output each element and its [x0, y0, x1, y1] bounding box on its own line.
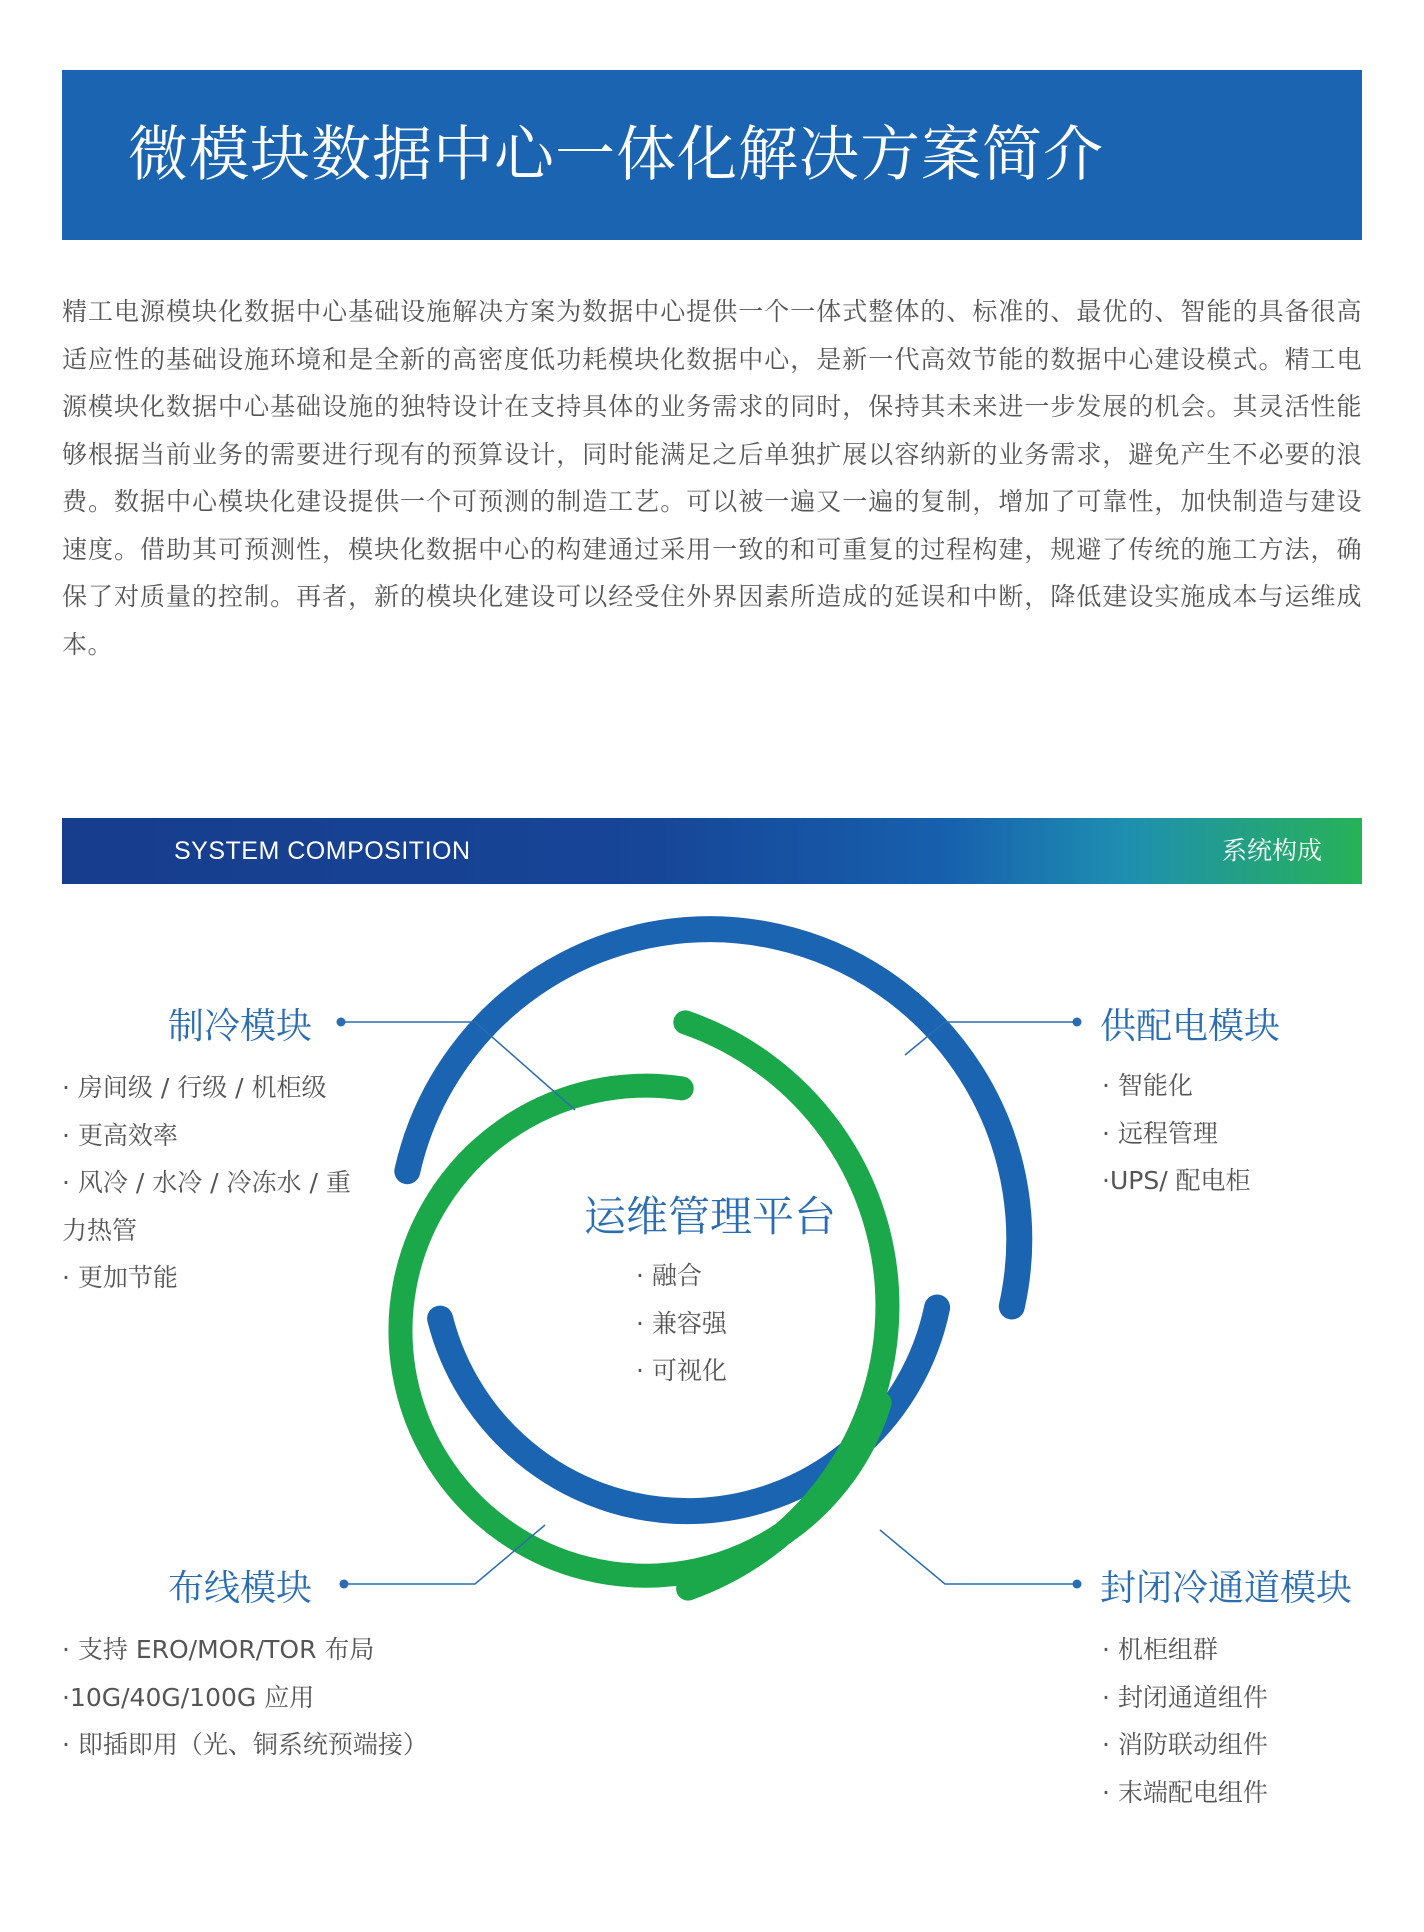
aisle-connector-dot: [1073, 1580, 1082, 1589]
list-item: 力热管: [62, 1215, 138, 1245]
title-banner: [62, 70, 1362, 240]
page-title: 微模块数据中心一体化解决方案简介: [128, 120, 1104, 190]
list-item: · 兼容强: [636, 1308, 727, 1338]
list-item: · 更高效率: [62, 1120, 178, 1150]
list-item: · 房间级 / 行级 / 机柜级: [62, 1073, 327, 1102]
list-item: · 智能化: [1102, 1071, 1193, 1100]
list-item: · 封闭通道组件: [1102, 1682, 1268, 1712]
list-item: ·10G/40G/100G 应用: [62, 1682, 315, 1712]
cabling-module-list: [62, 1626, 428, 1769]
center-platform-title: 运维管理平台: [583, 1192, 836, 1241]
cabling-module-title: 布线模块: [168, 1568, 313, 1609]
section-header: [62, 818, 1362, 884]
cooling-module-list: [62, 1064, 351, 1302]
outer-ring-arc-top: [407, 929, 1019, 1306]
power-module-title: 供配电模块: [1100, 1006, 1281, 1047]
list-item: · 融合: [636, 1261, 702, 1290]
section-title-en: SYSTEM COMPOSITION: [174, 837, 471, 865]
list-item: · 机柜组群: [1102, 1635, 1218, 1664]
list-item: · 支持 ERO/MOR/TOR 布局: [62, 1635, 375, 1664]
power-module-list: [1102, 1062, 1251, 1205]
list-item: · 更加节能: [62, 1263, 178, 1292]
aisle-module-title: 封闭冷通道模块: [1100, 1568, 1353, 1609]
power-connector-dot: [1073, 1018, 1082, 1027]
aisle-connector: [880, 1530, 1077, 1584]
aisle-module-list: [1102, 1626, 1268, 1816]
cooling-module-title: 制冷模块: [168, 1006, 313, 1047]
list-item: · 风冷 / 水冷 / 冷冻水 / 重: [62, 1168, 351, 1197]
center-platform-list: [636, 1252, 727, 1395]
list-item: · 消防联动组件: [1102, 1730, 1268, 1759]
list-item: · 末端配电组件: [1102, 1777, 1268, 1807]
cabling-connector-dot: [340, 1580, 349, 1589]
intro-paragraph: 精工电源模块化数据中心基础设施解决方案为数据中心提供一个一体式整体的、标准的、最优的、智能的具备很高适应性的基础设施环境和是全新的高密度低功耗模块化数据中心，是新一代高效节能的数据中心建设模式。精工电源模块化数据中心基础设施的独特设计在支持具体的业务需求的同时，保持其未来进一步发展的机会。其灵活性能够根据当前业务的需要进行现有的预算设计，同时能满足之后单独扩展以容纳新的业务需求，避免产生不必要的浪费。数据中心模块化建设提供一个可预测的制造工艺。可以被一遍又一遍的复制，增加了可靠性，加快制造与建设速度。借助其可预测性，模块化数据中心的构建通过采用一致的和可重复的过程构建，规避了传统的施工方法，确保了对质量的控制。再者，新的模块化建设可以经受住外界因素所造成的延误和中断，降低建设实施成本与运维成本。: [62, 297, 1362, 659]
list-item: · 即插即用（光、铜系统预端接）: [62, 1730, 428, 1759]
list-item: ·UPS/ 配电柜: [1102, 1166, 1251, 1195]
cooling-connector-dot: [337, 1018, 346, 1027]
list-item: · 可视化: [636, 1356, 727, 1385]
section-title-cn: 系统构成: [1221, 836, 1322, 865]
list-item: · 远程管理: [1102, 1118, 1218, 1148]
